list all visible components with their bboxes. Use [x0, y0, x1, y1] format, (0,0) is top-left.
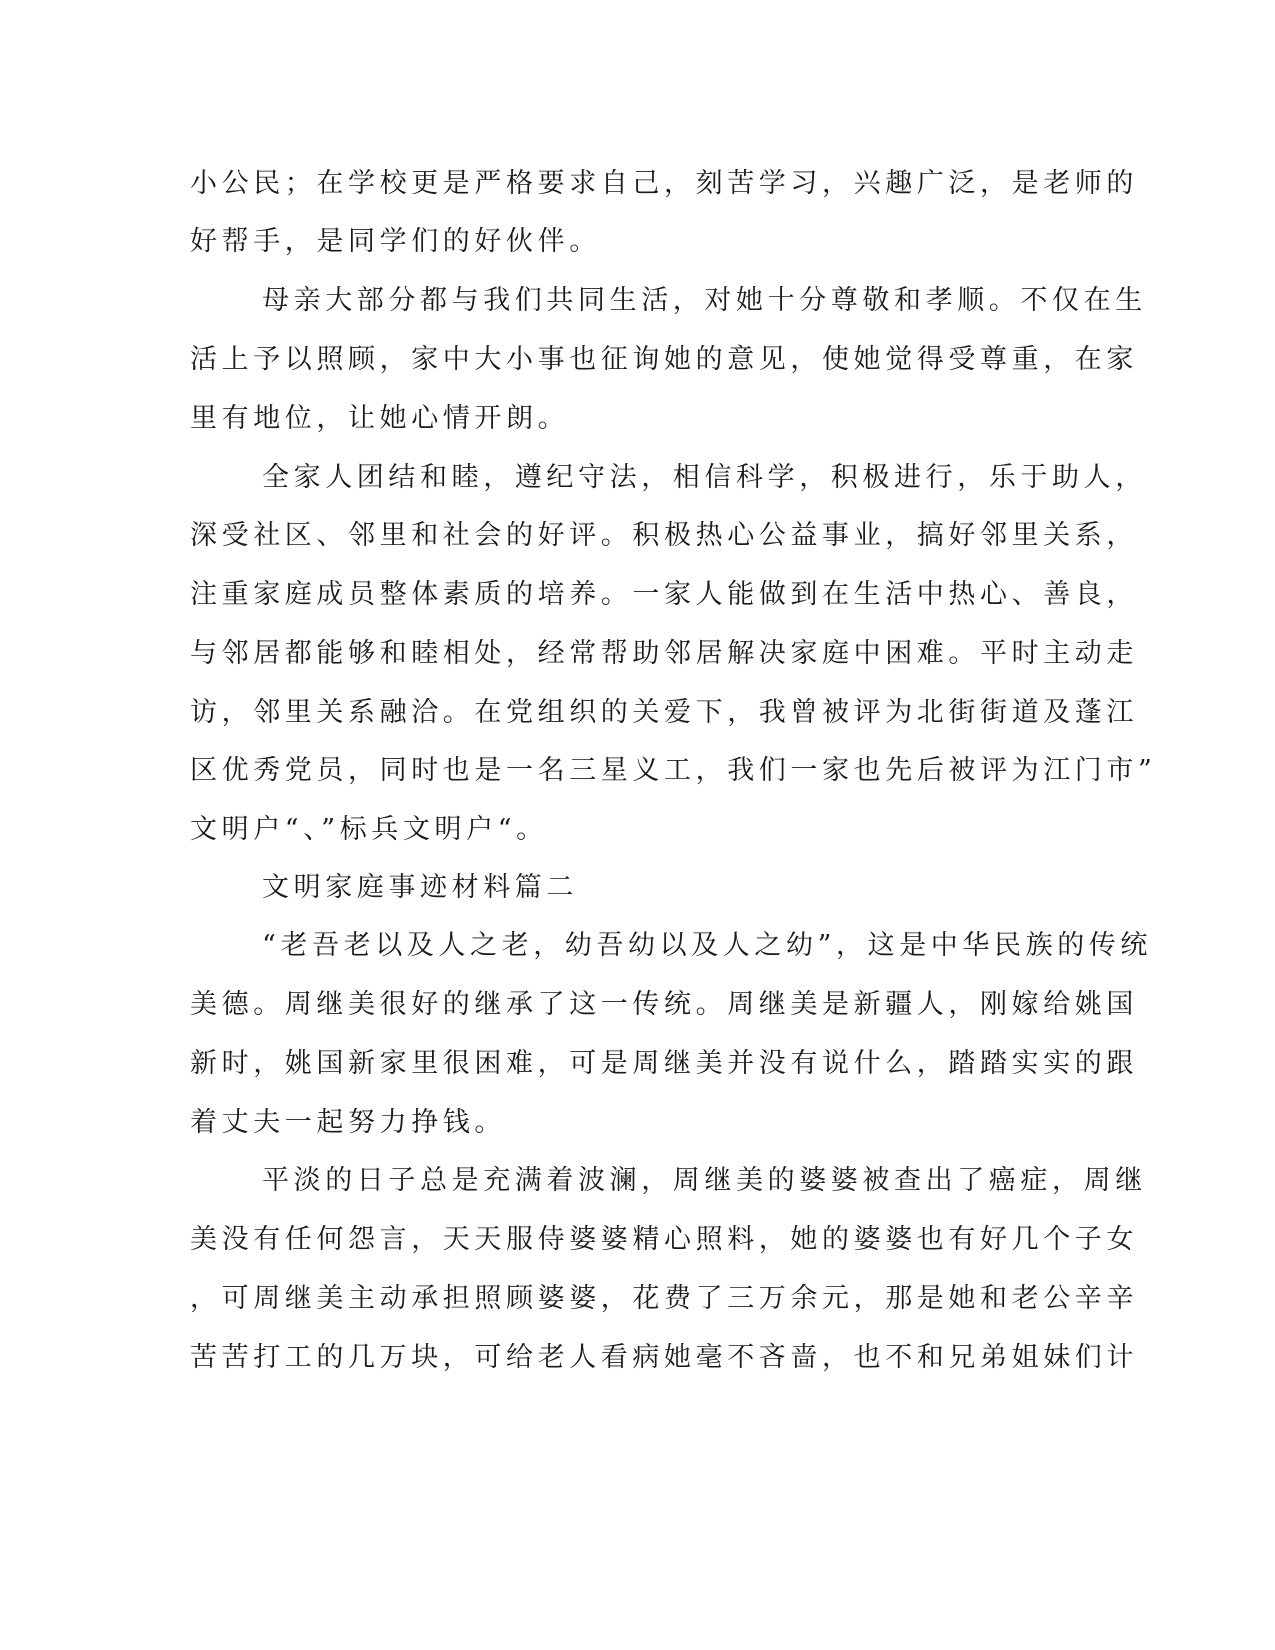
paragraph-start-line: 平淡的日子总是充满着波澜，周继美的婆婆被查出了癌症，周继	[262, 1165, 1147, 1196]
paragraph-start-line: 母亲大部分都与我们共同生活，对她十分尊敬和孝顺。不仅在生	[262, 285, 1147, 316]
paragraph-start-line: “老吾老以及人之老，幼吾幼以及人之幼”，这是中华民族的传统	[262, 930, 1153, 961]
text-line: ，可周继美主动承担照顾婆婆，花费了三万余元，那是她和老公辛辛	[190, 1283, 1138, 1314]
text-line: 美德。周继美很好的继承了这一传统。周继美是新疆人，刚嫁给姚国	[190, 989, 1138, 1020]
text-line: 区优秀党员，同时也是一名三星义工，我们一家也先后被评为江门市”	[190, 755, 1157, 786]
section-heading: 文明家庭事迹材料篇二	[262, 872, 578, 903]
text-line: 着丈夫一起努力挣钱。	[190, 1107, 506, 1138]
text-line: 活上予以照顾，家中大小事也征询她的意见，使她觉得受尊重，在家	[190, 344, 1138, 375]
text-line: 文明户“、”标兵文明户“。	[190, 814, 548, 845]
text-line: 新时，姚国新家里很困难，可是周继美并没有说什么，踏踏实实的跟	[190, 1048, 1138, 1079]
text-line: 深受社区、邻里和社会的好评。积极热心公益事业，搞好邻里关系，	[190, 520, 1138, 551]
paragraph-start-line: 全家人团结和睦，遵纪守法，相信科学，积极进行，乐于助人，	[262, 462, 1147, 493]
text-line: 里有地位，让她心情开朗。	[190, 403, 570, 434]
text-line: 访，邻里关系融洽。在党组织的关爱下，我曾被评为北街街道及蓬江	[190, 697, 1138, 728]
text-line: 好帮手，是同学们的好伙伴。	[190, 226, 601, 257]
text-line: 与邻居都能够和睦相处，经常帮助邻居解决家庭中困难。平时主动走	[190, 638, 1138, 669]
text-line: 苦苦打工的几万块，可给老人看病她毫不吝啬，也不和兄弟姐妹们计	[190, 1342, 1138, 1373]
text-line: 小公民；在学校更是严格要求自己，刻苦学习，兴趣广泛，是老师的	[190, 168, 1138, 199]
text-line: 注重家庭成员整体素质的培养。一家人能做到在生活中热心、善良，	[190, 579, 1138, 610]
text-line: 美没有任何怨言，天天服侍婆婆精心照料，她的婆婆也有好几个子女	[190, 1224, 1138, 1255]
